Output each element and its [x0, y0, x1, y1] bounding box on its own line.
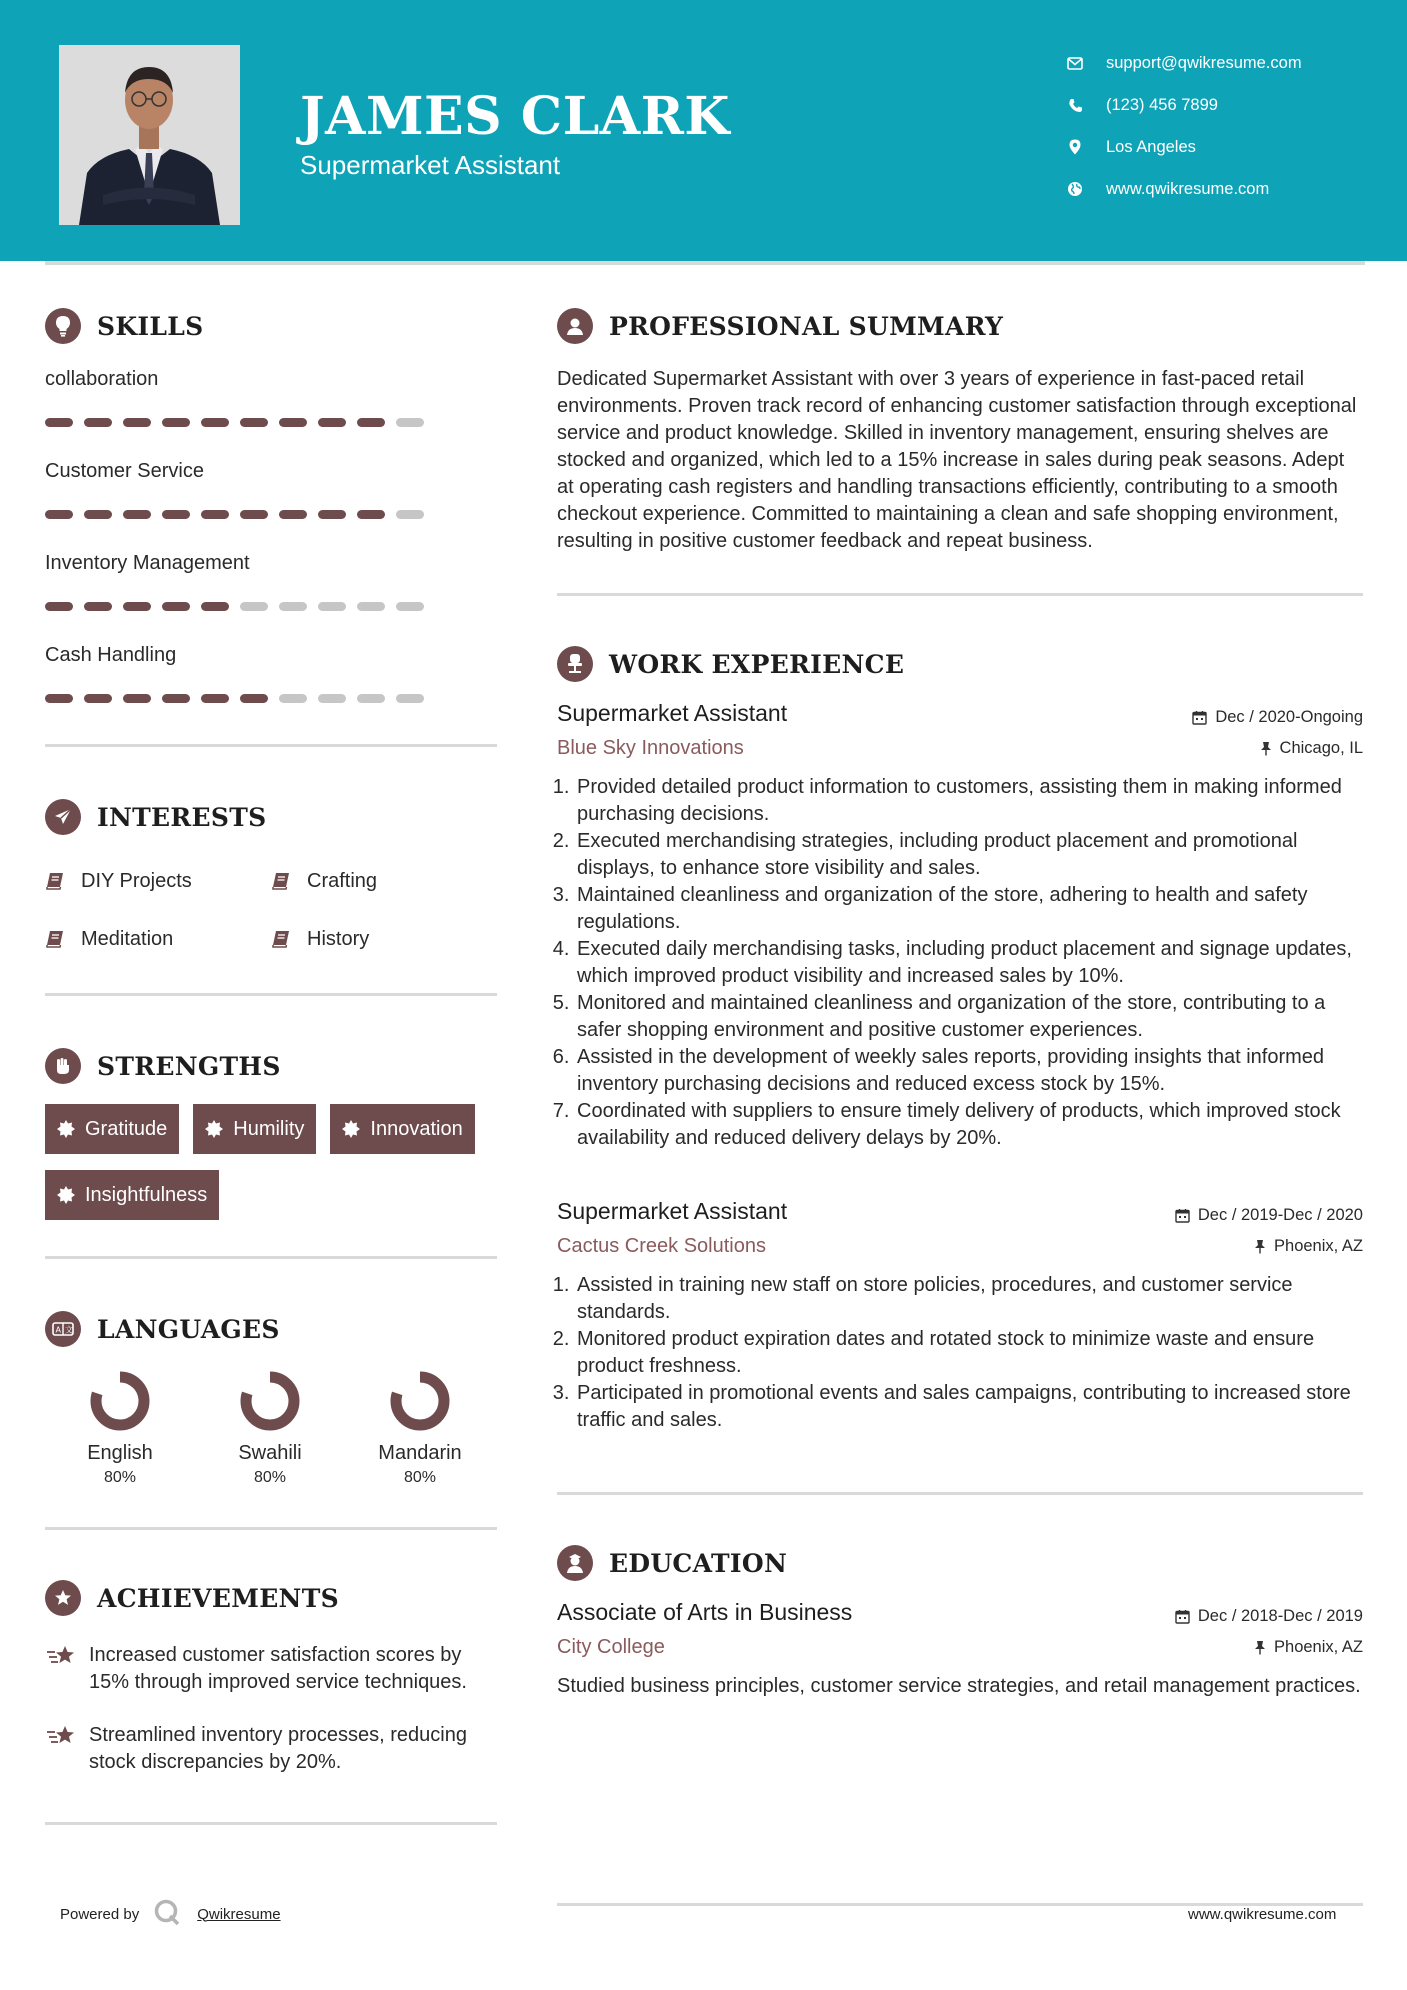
- education-entry: [557, 1599, 1363, 1700]
- degree-title: Associate of Arts in Business: [557, 1599, 853, 1625]
- rating-dot: [201, 510, 229, 519]
- badge-star-icon: [205, 1120, 223, 1138]
- rating-dot: [84, 418, 112, 427]
- job-dates-text: Dec / 2019-Dec / 2020: [1197, 1206, 1363, 1224]
- language-percent: 80%: [103, 1469, 137, 1486]
- skill-name: collaboration: [45, 368, 159, 390]
- strength-label: Insightfulness: [85, 1183, 208, 1206]
- user-icon: [557, 308, 593, 344]
- job-entry: [557, 700, 1363, 1152]
- calendar-icon: [1175, 1609, 1190, 1624]
- language-item: [45, 1371, 195, 1487]
- skill-rating: [45, 418, 497, 430]
- job-bullet: 1. Provided detailed product information to customers, assisting them in making informed purchasing decisions.: [575, 774, 1363, 828]
- rating-dot: [84, 694, 112, 703]
- job-bullet: 3. Participated in promotional events and sales campaigns, contributing to increased store traffic and sales.: [575, 1380, 1363, 1434]
- section-divider: [45, 993, 497, 996]
- section-divider: [557, 593, 1363, 596]
- profile-photo: [59, 45, 240, 225]
- section-divider: [45, 744, 497, 747]
- resume-header: [0, 0, 1407, 261]
- interests-title: INTERESTS: [97, 802, 267, 832]
- job-bullet: 6. Assisted in the development of weekly sales reports, providing insights that informed inventory purchasing decisions and reduced excess stock by 15%.: [575, 1044, 1363, 1098]
- lightbulb-icon: [45, 308, 81, 344]
- rating-dot: [84, 602, 112, 611]
- experience-title: WORK EXPERIENCE: [609, 649, 905, 679]
- rating-dot: [45, 602, 73, 611]
- education-location: [1254, 1638, 1363, 1657]
- education-heading: [557, 1537, 1363, 1589]
- rating-dot: [162, 694, 190, 703]
- strength-badge: [330, 1104, 474, 1154]
- education-dates: [1175, 1607, 1363, 1626]
- job-location-text: Phoenix, AZ: [1274, 1237, 1363, 1255]
- job-location: [1254, 1237, 1363, 1256]
- book-icon: [45, 870, 67, 892]
- company-name: Blue Sky Innovations: [557, 737, 744, 759]
- summary-text: Dedicated Supermarket Assistant with over 3 years of experience in fast-paced retail environments. Proven track record of enhancing customer satisfaction through exceptional service and product knowledge. Skilled in inventory management, ensuring shelves are stocked and organized, which led to a 15% increase in sales during peak seasons. Adept at operating cash registers and handling transactions efficiently, contributing to a smooth checkout experience. Committed to maintaining a clean and safe shopping environment, resulting in positive customer feedback and repeat business.: [557, 368, 1357, 552]
- job-location-text: Chicago, IL: [1279, 739, 1363, 757]
- rating-dot: [162, 418, 190, 427]
- interest-label: History: [307, 927, 370, 950]
- contact-email-text: support@qwikresume.com: [1106, 53, 1302, 72]
- svg-text:文: 文: [65, 1325, 73, 1335]
- badge-star-icon: [57, 1186, 75, 1204]
- interests-heading: [45, 791, 497, 843]
- skills-list: [45, 368, 497, 706]
- rating-dot: [357, 694, 385, 703]
- rating-dot: [318, 418, 346, 427]
- achievement-item: [45, 1722, 497, 1776]
- language-proficiency-ring: [90, 1371, 150, 1431]
- rating-dot: [357, 510, 385, 519]
- education-location-text: Phoenix, AZ: [1274, 1638, 1363, 1656]
- rating-dot: [162, 602, 190, 611]
- rating-dot: [162, 510, 190, 519]
- interest-label: DIY Projects: [81, 869, 192, 892]
- language-name: Mandarin: [378, 1442, 462, 1464]
- languages-title: LANGUAGES: [97, 1314, 280, 1344]
- strength-badge: [193, 1104, 316, 1154]
- language-proficiency-ring: [390, 1371, 450, 1431]
- rating-dot: [123, 418, 151, 427]
- achievements-title: ACHIEVEMENTS: [97, 1583, 339, 1613]
- rating-dot: [240, 418, 268, 427]
- rating-dot: [357, 418, 385, 427]
- section-divider: [45, 1527, 497, 1530]
- badge-star-icon: [342, 1120, 360, 1138]
- summary-title: PROFESSIONAL SUMMARY: [609, 311, 1004, 341]
- shooting-star-icon: [45, 1722, 89, 1776]
- strength-label: Innovation: [370, 1117, 463, 1140]
- rating-dot: [201, 694, 229, 703]
- skills-title: SKILLS: [97, 311, 204, 341]
- contact-email[interactable]: [1064, 42, 1302, 84]
- shooting-star-icon: [45, 1642, 89, 1696]
- strengths-list: [45, 1104, 497, 1220]
- rating-dot: [84, 510, 112, 519]
- summary-heading: [557, 300, 1363, 352]
- rating-dot: [279, 694, 307, 703]
- globe-icon: [1064, 179, 1086, 199]
- header-divider: [45, 261, 1365, 265]
- strength-label: Gratitude: [85, 1117, 168, 1140]
- graduate-icon: [557, 1545, 593, 1581]
- job-bullet: 1. Assisted in training new staff on store policies, procedures, and customer service standards.: [575, 1272, 1363, 1326]
- pushpin-icon: [1260, 741, 1272, 756]
- language-name: Swahili: [238, 1442, 302, 1464]
- svg-text:A: A: [55, 1325, 61, 1335]
- experience-heading: [557, 638, 1363, 690]
- job-dates: [1192, 708, 1363, 727]
- jobs-list: [557, 700, 1363, 1434]
- book-icon: [45, 928, 67, 950]
- strengths-heading: [45, 1040, 497, 1092]
- interest-item: [271, 861, 497, 901]
- calendar-icon: [1192, 710, 1207, 725]
- school-name: City College: [557, 1636, 665, 1658]
- rating-dot: [318, 694, 346, 703]
- language-percent: 80%: [253, 1469, 287, 1486]
- interest-label: Crafting: [307, 869, 378, 892]
- skill-name: Customer Service: [45, 460, 204, 482]
- office-chair-icon: [557, 646, 593, 682]
- calendar-icon: [1175, 1208, 1190, 1223]
- skills-heading: [45, 300, 497, 352]
- contact-location-text: Los Angeles: [1106, 137, 1196, 156]
- candidate-role: Supermarket Assistant: [300, 150, 561, 180]
- contact-location: [1064, 126, 1302, 168]
- fist-icon: [45, 1048, 81, 1084]
- rating-dot: [318, 510, 346, 519]
- job-bullet: 5. Monitored and maintained cleanliness and organization of the store, contributing to a safer shopping environment and positive customer experiences.: [575, 990, 1363, 1044]
- skill-rating: [45, 602, 497, 614]
- achievement-item: [45, 1642, 497, 1696]
- achievements-heading: [45, 1572, 497, 1624]
- education-dates-text: Dec / 2018-Dec / 2019: [1197, 1607, 1363, 1625]
- interest-item: [271, 919, 497, 959]
- rating-dot: [201, 418, 229, 427]
- contact-website-text: www.qwikresume.com: [1106, 179, 1270, 198]
- rating-dot: [123, 694, 151, 703]
- rating-dot: [279, 418, 307, 427]
- phone-icon: [1064, 95, 1086, 115]
- contact-phone-text: (123) 456 7899: [1106, 95, 1218, 114]
- languages-list: [45, 1371, 497, 1487]
- rating-dot: [123, 602, 151, 611]
- achievement-text: Streamlined inventory processes, reducing stock discrepancies by 20%.: [89, 1724, 467, 1773]
- strength-badge: [45, 1104, 179, 1154]
- paper-plane-icon: [45, 799, 81, 835]
- skill-name: Inventory Management: [45, 552, 250, 574]
- language-name: English: [87, 1442, 153, 1464]
- section-divider: [45, 1256, 497, 1259]
- job-bullets: [557, 1272, 1363, 1434]
- job-bullet: 7. Coordinated with suppliers to ensure timely delivery of products, which improved stock availability and reduced delivery delays by 20%.: [575, 1098, 1363, 1152]
- company-name: Cactus Creek Solutions: [557, 1235, 766, 1257]
- language-item: [345, 1371, 495, 1487]
- job-dates-text: Dec / 2020-Ongoing: [1215, 708, 1363, 726]
- pushpin-icon: [1254, 1239, 1266, 1254]
- book-icon: [271, 928, 293, 950]
- rating-dot: [279, 510, 307, 519]
- badge-star-icon: [57, 1120, 75, 1138]
- job-bullet: 2. Executed merchandising strategies, including product placement and promotional displays, to enhance store visibility and sales.: [575, 828, 1363, 882]
- languages-heading: [45, 1303, 497, 1355]
- pushpin-icon: [1254, 1640, 1266, 1655]
- rating-dot: [240, 694, 268, 703]
- rating-dot: [240, 510, 268, 519]
- rating-dot: [45, 694, 73, 703]
- contact-phone[interactable]: [1064, 84, 1302, 126]
- interest-item: [45, 919, 271, 959]
- strengths-title: STRENGTHS: [97, 1051, 281, 1081]
- job-entry: [557, 1198, 1363, 1434]
- rating-dot: [396, 418, 424, 427]
- education-description: Studied business principles, customer service strategies, and retail management practices.: [557, 1675, 1361, 1697]
- job-dates: [1175, 1206, 1363, 1225]
- skill-rating: [45, 510, 497, 522]
- rating-dot: [279, 602, 307, 611]
- interest-label: Meditation: [81, 927, 174, 950]
- translate-icon: [45, 1311, 81, 1347]
- job-bullet: 4. Executed daily merchandising tasks, including product placement and signage updates, which improved product visibility and increased sales by 10%.: [575, 936, 1363, 990]
- footer-powered-by: [60, 1898, 281, 1930]
- rating-dot: [45, 510, 73, 519]
- left-column: [45, 300, 497, 1825]
- job-title: Supermarket Assistant: [557, 700, 788, 726]
- rating-dot: [201, 602, 229, 611]
- strength-badge: [45, 1170, 219, 1220]
- book-icon: [271, 870, 293, 892]
- rating-dot: [396, 510, 424, 519]
- rating-dot: [45, 418, 73, 427]
- rating-dot: [357, 602, 385, 611]
- education-title: EDUCATION: [609, 1548, 788, 1578]
- strength-label: Humility: [233, 1117, 305, 1140]
- language-item: [195, 1371, 345, 1487]
- language-proficiency-ring: [240, 1371, 300, 1431]
- section-divider: [557, 1492, 1363, 1495]
- job-bullets: [557, 774, 1363, 1152]
- achievement-text: Increased customer satisfaction scores by 15% through improved service techniques.: [89, 1644, 467, 1693]
- rating-dot: [240, 602, 268, 611]
- language-percent: 80%: [403, 1469, 437, 1486]
- job-title: Supermarket Assistant: [557, 1198, 788, 1224]
- powered-by-label: Powered by: [60, 1905, 140, 1923]
- qwikresume-logo-icon: [153, 1898, 183, 1930]
- contact-website[interactable]: [1064, 168, 1302, 210]
- job-bullet: 2. Monitored product expiration dates and rotated stock to minimize waste and ensure product freshness.: [575, 1326, 1363, 1380]
- rating-dot: [318, 602, 346, 611]
- rating-dot: [396, 602, 424, 611]
- rating-dot: [396, 694, 424, 703]
- star-icon: [45, 1580, 81, 1616]
- envelope-icon: [1064, 53, 1086, 73]
- section-divider: [45, 1822, 497, 1825]
- job-location: [1260, 739, 1363, 758]
- interests-list: [45, 861, 497, 959]
- right-column: [557, 300, 1363, 1700]
- skill-rating: [45, 694, 497, 706]
- rating-dot: [123, 510, 151, 519]
- candidate-name: JAMES CLARK: [300, 86, 731, 147]
- skill-name: Cash Handling: [45, 644, 177, 666]
- footer-website[interactable]: www.qwikresume.com: [1188, 1906, 1337, 1923]
- map-pin-icon: [1064, 137, 1086, 157]
- interest-item: [45, 861, 271, 901]
- contact-list: [1064, 42, 1302, 210]
- qwikresume-link[interactable]: Qwikresume: [197, 1905, 281, 1923]
- job-bullet: 3. Maintained cleanliness and organization of the store, adhering to health and safety regulations.: [575, 882, 1363, 936]
